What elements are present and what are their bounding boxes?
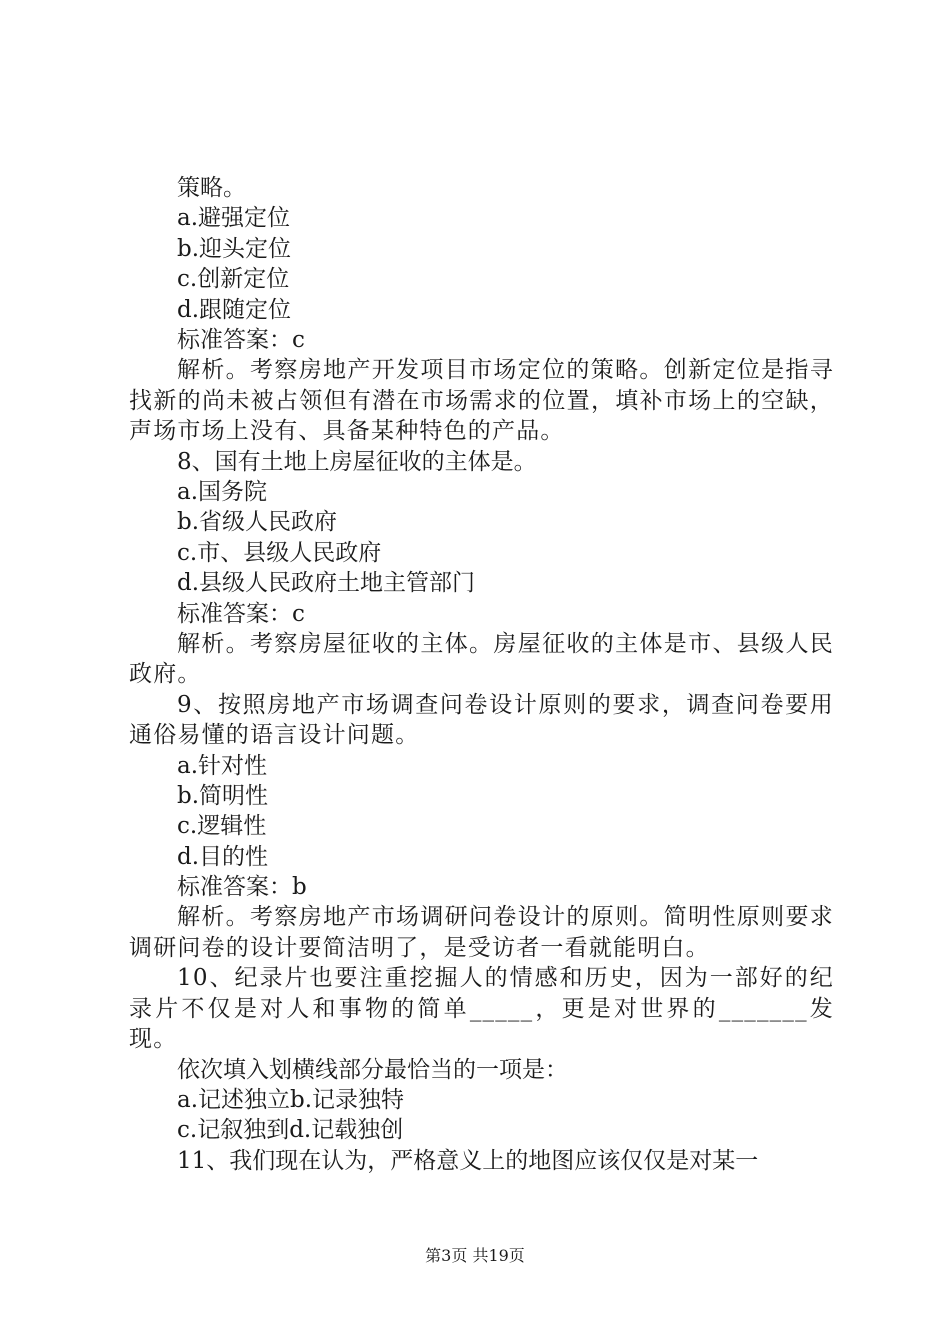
text-paragraph: 9、按照房地产市场调查问卷设计原则的要求，调查问卷要用通俗易懂的语言设计问题。 xyxy=(129,691,834,749)
text-line: d.目的性 xyxy=(177,843,269,870)
text-line: 标准答案：c xyxy=(177,326,305,353)
text-line: c.创新定位 xyxy=(177,266,290,293)
text-line: b.迎头定位 xyxy=(177,235,292,262)
text-paragraph: 10、纪录片也要注重挖掘人的情感和历史，因为一部好的纪录片不仅是对人和事物的简单_____，更是对世界的_______发现。 xyxy=(129,965,834,1053)
text-line: a.记述独立b.记录独特 xyxy=(177,1086,405,1113)
text-paragraph: 解析。考察房地产开发项目市场定位的策略。创新定位是指寻找新的尚未被占领但有潜在市场需求的位置，填补市场上的空缺，声场市场上没有、具备某种特色的产品。 xyxy=(129,357,834,445)
text-line: 标准答案：b xyxy=(177,874,307,901)
text-line: b.省级人民政府 xyxy=(177,509,338,536)
text-line: a.避强定位 xyxy=(177,205,291,232)
text-line: 标准答案：c xyxy=(177,600,305,627)
text-line: 11、我们现在认为，严格意义上的地图应该仅仅是对某一 xyxy=(177,1147,759,1174)
text-line: d.跟随定位 xyxy=(177,296,292,323)
text-line: 8、国有土地上房屋征收的主体是。 xyxy=(177,448,537,475)
page-footer xyxy=(0,1243,950,1266)
text-line: b.简明性 xyxy=(177,782,269,809)
text-line: 策略。 xyxy=(177,175,246,201)
text-line: c.逻辑性 xyxy=(177,813,267,840)
document-body xyxy=(129,173,834,1176)
text-paragraph: 解析。考察房地产市场调研问卷设计的原则。简明性原则要求调研问卷的设计要简洁明了，是受访者一看就能明白。 xyxy=(129,904,834,961)
text-line: c.记叙独到d.记载独创 xyxy=(177,1117,404,1144)
text-line: a.针对性 xyxy=(177,752,268,779)
page-number: 第3页 共19页 xyxy=(425,1246,525,1265)
text-line: 依次填入划横线部分最恰当的一项是： xyxy=(177,1056,568,1083)
text-line: d.县级人民政府土地主管部门 xyxy=(177,570,476,597)
text-paragraph: 解析。考察房屋征收的主体。房屋征收的主体是市、县级人民政府。 xyxy=(129,630,834,688)
text-line: a.国务院 xyxy=(177,478,268,505)
text-line: c.市、县级人民政府 xyxy=(177,539,382,566)
